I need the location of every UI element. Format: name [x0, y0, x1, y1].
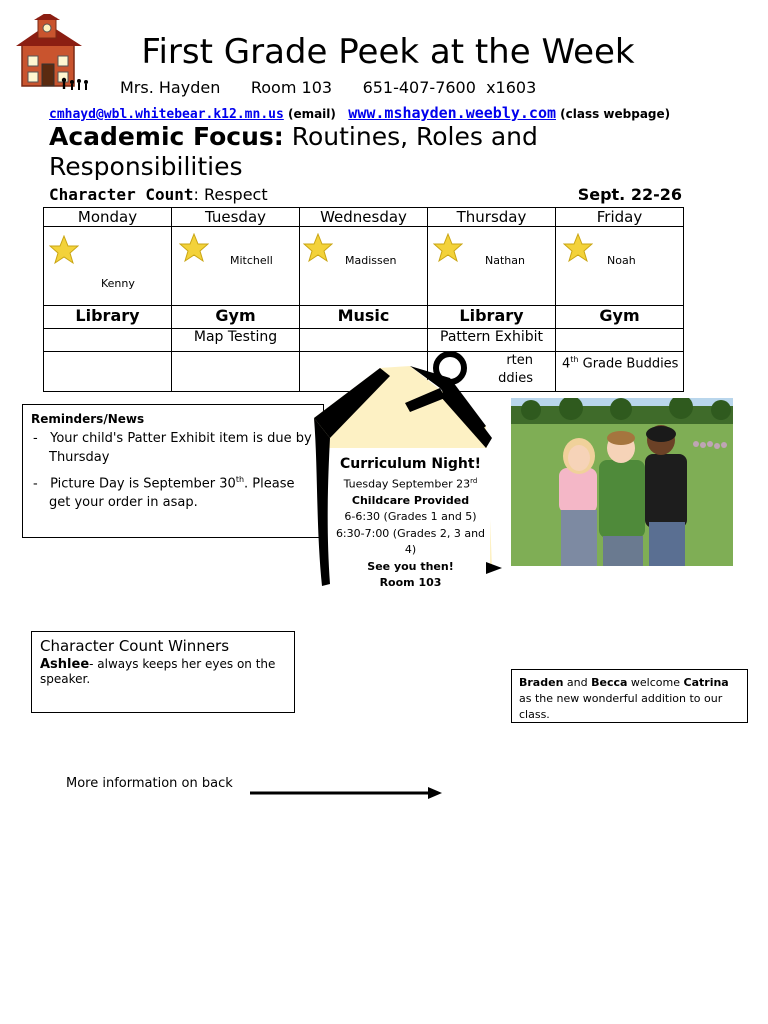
- event-cell: Map Testing: [172, 329, 300, 352]
- welcome-box: [511, 669, 748, 723]
- event-cell: Pattern Exhibit: [428, 329, 556, 352]
- star-student-name: Noah: [607, 254, 636, 267]
- character-count-winners-box: [31, 631, 295, 713]
- welcome-text: Braden and Becca welcome Catrina as the new wonderful addition to our class.: [519, 676, 729, 721]
- teacher-name: Mrs. Hayden: [120, 78, 221, 97]
- reminder-item: - Your child's Patter Exhibit item is due by Thursday: [33, 431, 312, 465]
- event-cell: [172, 352, 300, 392]
- more-info-note: More information on back: [66, 776, 233, 791]
- event-cell: [44, 352, 172, 392]
- email-note: (email): [287, 107, 336, 121]
- room-number: Room 103: [250, 78, 333, 97]
- special-class: Library: [44, 306, 172, 329]
- star-student-name: Kenny: [101, 277, 135, 290]
- star-icon: [433, 233, 463, 263]
- star-student-cell: [172, 227, 300, 306]
- day-header: Monday: [44, 208, 172, 227]
- closing-note: See you then!: [367, 559, 454, 573]
- day-header: Friday: [556, 208, 684, 227]
- event-prefix: 4: [562, 356, 571, 372]
- contact-line: [120, 78, 536, 97]
- star-student-name: Mitchell: [230, 254, 273, 267]
- event-text: ddies: [498, 371, 533, 386]
- day-header: Tuesday: [172, 208, 300, 227]
- star-student-name: Madissen: [345, 254, 397, 267]
- star-student-cell: [300, 227, 428, 306]
- star-student-cell: [556, 227, 684, 306]
- event-text: rten: [506, 353, 533, 368]
- special-class: Library: [428, 306, 556, 329]
- reminder-item: - Picture Day is September 30th. Please get your order in asap.: [33, 475, 295, 511]
- curriculum-night-title: Curriculum Night!: [340, 456, 481, 472]
- childcare-note: Childcare Provided: [351, 493, 470, 507]
- phone-number: 651-407-7600: [362, 78, 476, 97]
- session-time: 6-6:30 (Grades 1 and 5): [344, 510, 477, 524]
- curriculum-night-date: Tuesday September 23rd: [343, 476, 478, 491]
- academic-focus-text: Routines, Roles and Responsibilities: [49, 122, 538, 181]
- page-title: First Grade Peek at the Week: [141, 32, 635, 72]
- event-sup: th: [570, 355, 579, 364]
- star-student-name: Nathan: [485, 254, 525, 267]
- event-cell: [44, 329, 172, 352]
- website-note: (class webpage): [560, 107, 671, 121]
- special-class: Gym: [172, 306, 300, 329]
- character-count-label: Character Count: [49, 185, 194, 204]
- curriculum-night-notice: [333, 456, 488, 592]
- star-icon: [563, 233, 593, 263]
- reminders-heading: Reminders/News: [31, 412, 145, 426]
- winner-entry: Ashlee- always keeps her eyes on the speaker.: [40, 657, 276, 686]
- special-class: Music: [300, 306, 428, 329]
- email-line: [49, 104, 670, 122]
- day-header: Wednesday: [300, 208, 428, 227]
- class-photo: [511, 398, 733, 566]
- website-link[interactable]: www.mshayden.weebly.com: [348, 104, 557, 122]
- star-icon: [49, 235, 79, 265]
- star-student-cell: [44, 227, 172, 306]
- week-dates: Sept. 22-26: [577, 185, 682, 204]
- character-count-value: : Respect: [193, 185, 268, 204]
- session-time: 6:30-7:00 (Grades 2, 3 and 4): [335, 526, 486, 557]
- phone-extension: x1603: [486, 78, 537, 97]
- event-cell: [556, 352, 684, 392]
- event-cell: [556, 329, 684, 352]
- academic-focus: [49, 122, 589, 182]
- academic-focus-label: Academic Focus:: [49, 122, 284, 151]
- star-icon: [303, 233, 333, 263]
- special-class: Gym: [556, 306, 684, 329]
- right-arrow-icon: [248, 784, 444, 802]
- day-header: Thursday: [428, 208, 556, 227]
- email-link[interactable]: cmhayd@wbl.whitebear.k12.mn.us: [49, 107, 284, 122]
- event-text: Grade Buddies: [582, 356, 679, 372]
- star-icon: [179, 233, 209, 263]
- event-room: Room 103: [379, 576, 442, 590]
- winner-name: Ashlee: [40, 657, 90, 672]
- reminders-box: [22, 404, 324, 538]
- star-student-cell: [428, 227, 556, 306]
- winners-heading: Character Count Winners: [40, 637, 230, 655]
- character-count-row: [49, 185, 682, 204]
